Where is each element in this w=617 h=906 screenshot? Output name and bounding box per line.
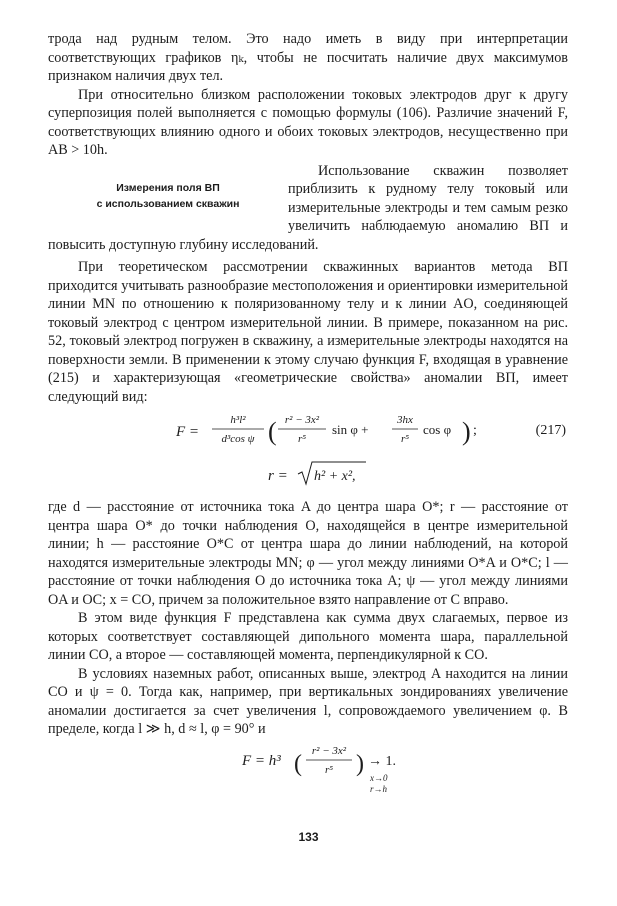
equation-number: (217) (535, 423, 566, 438)
side-heading-line-2: с использованием скважин (96, 197, 240, 210)
eq-limit-lhs: F = h³ (242, 752, 281, 769)
eq-limit-numerator: r² − 3x² (311, 744, 347, 757)
paragraph-4: При теоретическом рассмотрении скважинных вариантов метода ВП приходится учитывать разнообразие местоположения и ориентировки измерительной линии MN по отношению к поляризованному телу и к линии AO, соединяющей токовый электрод с центром измерительной линии. В примере, показанном на рис. 52, токовый электрод погружен в скважину, а измерительные электроды находятся на поверхности земли. В применении к этому случаю функция F, входящая в уравнение (215) и характеризующая «геометрические свойства» аномалии ВП, имеет следующий вид: (48, 259, 568, 405)
eq217-term2-numerator: 3hx (397, 414, 413, 426)
eq-limit-sub-r: r→h (370, 783, 388, 794)
paragraph-5: где d — расстояние от источника тока A до центра шара O*; r — расстояние от центра шара O* до точки наблюдения O, находящейся в центре измерительной линии; h — расстояние O*C от центра шара до линии наблюдений, на которой находятся измерительные электроды MN; φ — угол между линиями O*A и O*C; l — расстояние от точки наблюдения O до источника тока A; ψ — угол между линиями OA и OC; x = CO, причем за положительное взято направление от C вправо. (48, 499, 568, 608)
page-body (48, 30, 568, 801)
paragraph-2: При относительно близком расположении токовых электродов друг к другу суперпозиция полей выполняется с помощью формулы (106). Различие значений F, соответствующих влиянию одного и обоих токовых электродов, несущественно при AB > 10h. (48, 86, 568, 158)
side-heading (48, 180, 288, 236)
eq-limit-right-paren: ) (356, 750, 364, 777)
eq-limit-arrow: → 1. (368, 753, 396, 769)
eq217-left-paren: ( (268, 417, 277, 446)
page-number: 133 (298, 830, 319, 844)
eq-r-lhs: r = (268, 468, 288, 484)
equation-217-graphic (48, 410, 568, 454)
equation-217 (48, 410, 568, 454)
side-heading-line-1: Измерения поля ВП (116, 181, 220, 194)
eq217-semicolon: ; (473, 423, 477, 438)
eq-limit-sub-x: x→0 (370, 772, 388, 783)
equation-limit (48, 743, 568, 797)
equation-limit-graphic (48, 743, 568, 797)
eq-limit-denominator: r⁵ (324, 763, 334, 776)
paragraph-1: трода над рудным телом. Это надо иметь в виду при интерпретации соответствующих графиков ηₖ, чтобы не посчитать наличие двух максимумов признаком наличия двух тел. (48, 31, 568, 84)
eq-limit-left-paren: ( (294, 750, 302, 777)
paragraph-3: Использование скважин позволяет приблизить к рудному телу токовый или измерительные электроды и тем самым резко увеличить наблюдаемую аномалию ВП и повысить доступную глубину исследований. (48, 162, 568, 253)
eq217-lhs: F = (176, 424, 200, 440)
eq217-term2-denominator: r⁵ (400, 433, 410, 445)
eq217-right-paren: ) (462, 417, 471, 446)
paragraph-6: В этом виде функция F представлена как сумма двух слагаемых, первое из которых соответствует составляющей дипольного момента шара, параллельной линии CO, а второе — составляющей момента, перпендикулярной к CO. (48, 610, 568, 663)
equation-r (48, 458, 568, 492)
eq217-cos-part: cos φ (423, 422, 452, 437)
eq217-term1-denominator: r⁵ (297, 433, 307, 445)
section-with-side-heading (48, 162, 568, 255)
eq217-coef-denominator: d³cos ψ (221, 433, 255, 445)
equation-r-graphic (48, 458, 568, 492)
eq217-term1-numerator: r² − 3x² (284, 414, 320, 426)
eq217-sin-part: sin φ + (332, 422, 369, 437)
eq-r-radicand: h² + x², (314, 469, 356, 484)
eq217-coef-numerator: h³l² (230, 414, 246, 426)
paragraph-7: В условиях наземных работ, описанных выше, электрод A находится на линии CO и ψ = 0. Тогда как, например, при вертикальных зондированиях увеличение аномалии достигается за счет увеличения l, сопровождаемого увеличением φ. В пределе, когда l ≫ h, d ≈ l, φ = 90° и (48, 665, 568, 737)
